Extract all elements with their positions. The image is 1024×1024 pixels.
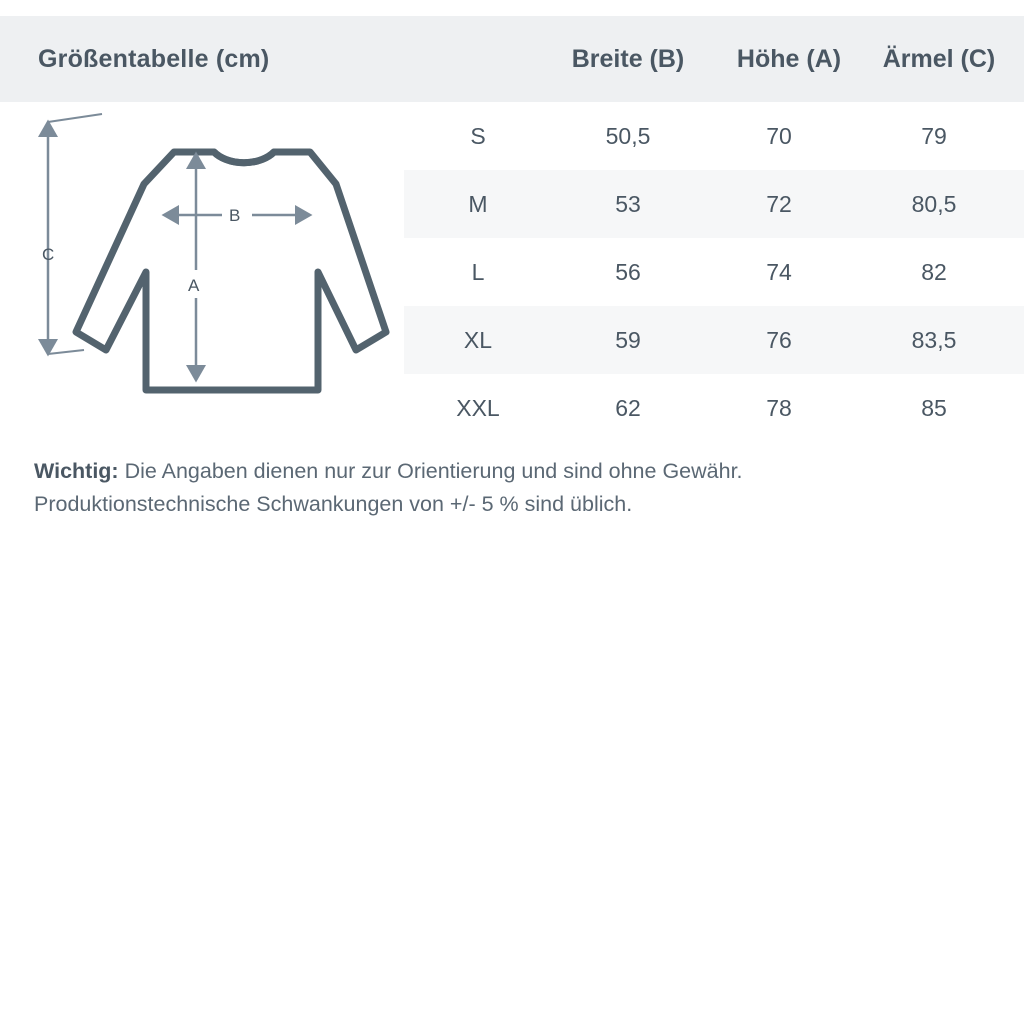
cell-height: 74: [766, 258, 792, 285]
cell-sleeve: 80,5: [911, 190, 957, 217]
cell-sleeve: 79: [921, 122, 947, 149]
header-column-group: [542, 16, 1024, 102]
cell-size: M: [468, 190, 488, 217]
table-header-row: [0, 16, 1024, 102]
cell-height: 78: [766, 394, 792, 421]
cell-height: 70: [766, 122, 792, 149]
cell-size: S: [470, 122, 486, 149]
table-row: [404, 306, 1024, 374]
size-table: [404, 102, 1024, 442]
table-row: [404, 238, 1024, 306]
cell-width: 53: [615, 190, 641, 217]
sleeve-measure-arrow: [40, 114, 112, 354]
cell-size: XL: [463, 326, 493, 353]
table-row: [404, 170, 1024, 238]
cell-height: 72: [766, 190, 792, 217]
sleeve-measure-leaders: [48, 114, 102, 354]
disclaimer-line1: Die Angaben dienen nur zur Orientierung und sind ohne Gewähr.: [118, 459, 743, 483]
cell-sleeve: 82: [921, 258, 947, 285]
cell-size: L: [471, 258, 485, 285]
cell-sleeve: 85: [921, 394, 947, 421]
longsleeve-shirt-measurement-diagram: [18, 112, 404, 442]
shirt-outline: [76, 152, 386, 390]
page-title: Größentabelle (cm): [38, 44, 270, 73]
cell-size: XXL: [456, 394, 500, 421]
height-label: A: [188, 276, 200, 295]
table-row: [404, 374, 1024, 442]
cell-height: 76: [766, 326, 792, 353]
cell-width: 50,5: [605, 122, 651, 149]
column-header-height: Höhe (A): [736, 44, 842, 73]
width-label: B: [229, 206, 241, 225]
cell-width: 56: [615, 258, 641, 285]
column-header-sleeve: Ärmel (C): [882, 44, 996, 73]
disclaimer: [34, 455, 994, 521]
column-header-width: Breite (B): [571, 44, 685, 73]
table-row: [404, 102, 1024, 170]
cell-sleeve: 83,5: [911, 326, 957, 353]
cell-width: 62: [615, 394, 641, 421]
cell-width: 59: [615, 326, 641, 353]
sleeve-label: C: [42, 245, 55, 264]
disclaimer-lead: Wichtig:: [34, 459, 119, 483]
disclaimer-line2: Produktionstechnische Schwankungen von +/- 5 % sind üblich.: [34, 492, 633, 516]
